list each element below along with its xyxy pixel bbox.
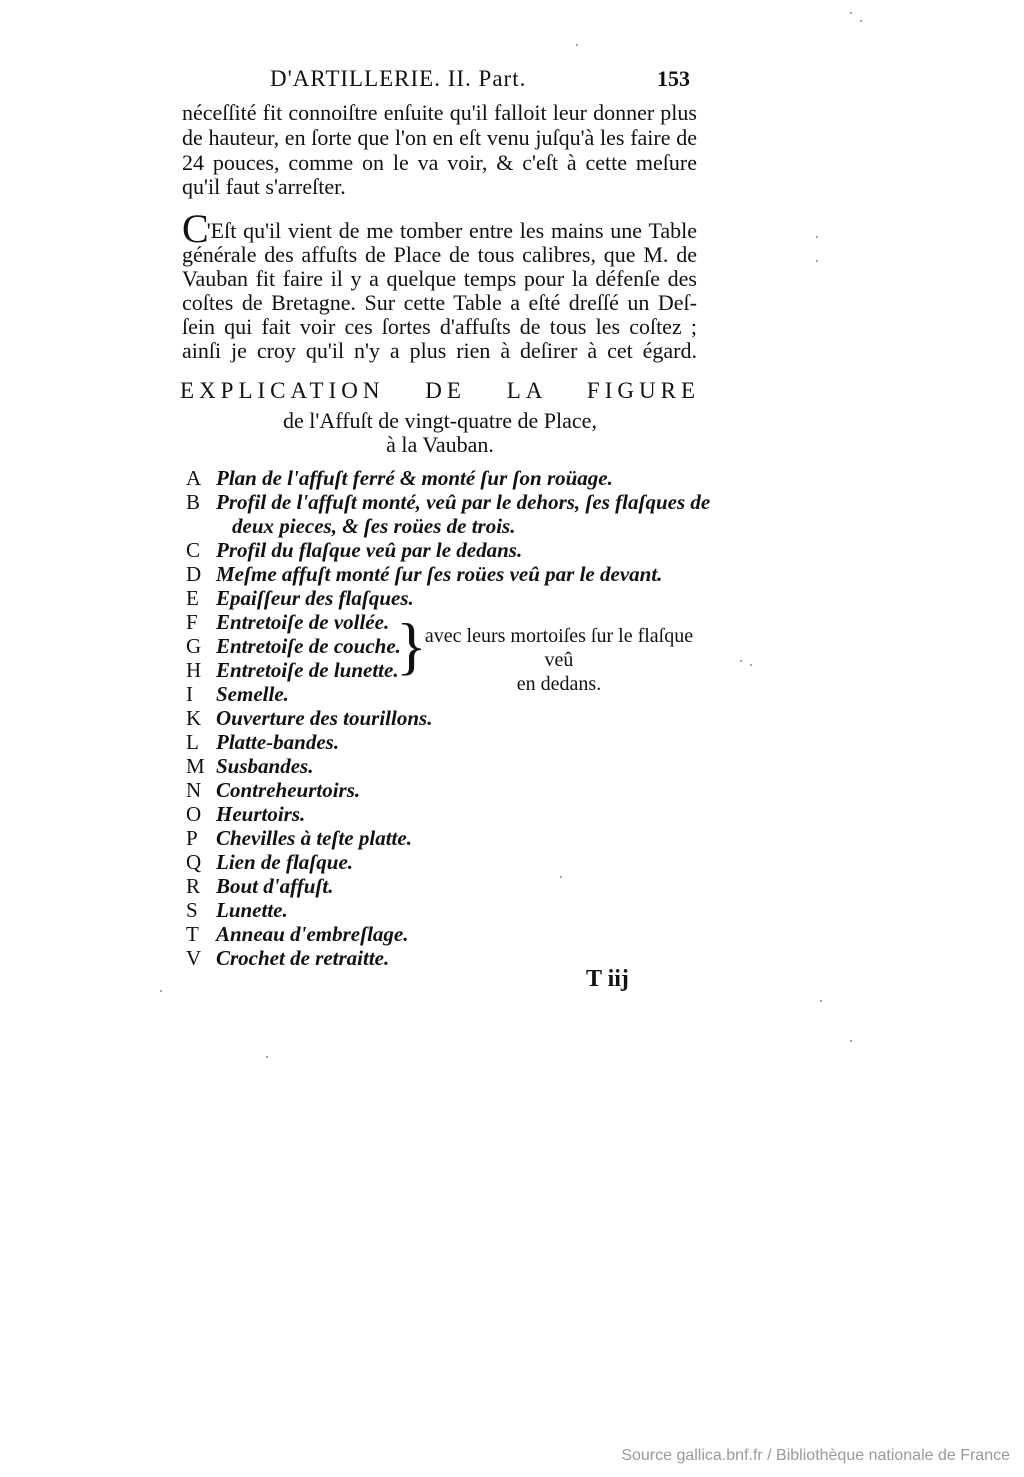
paragraph-line: qu'il faut s'arreſter. [182, 174, 346, 199]
paragraph-line-text: 'Eſt qu'il vient de me tomber entre les mains une Table [206, 218, 697, 243]
header-title: D'ARTILLERIE. II. Part. [270, 66, 527, 91]
legend-letter: V [186, 946, 202, 970]
legend-letter: Q [186, 850, 202, 874]
paragraph-line: néceſſité fit connoiſtre enſuite qu'il falloit leur donner plus [182, 100, 697, 125]
legend-letter: B [186, 490, 201, 514]
legend-text: Lien de flaſque. [216, 850, 354, 874]
paper-speck [750, 664, 752, 666]
legend-text: Anneau d'embreſlage. [216, 922, 409, 946]
paragraph-line: Vauban fit faire il y a quelque temps pour la défenſe des [182, 266, 697, 291]
legend-text: Susbandes. [216, 754, 314, 778]
paper-speck [160, 990, 162, 992]
legend-text: deux pieces, & ſes roües de trois. [232, 514, 516, 538]
explanation-subtitle-line: de l'Affuſt de vingt-quatre de Place, [283, 408, 597, 433]
legend-text: Entretoiſe de lunette. [216, 658, 399, 682]
paragraph-line-first [182, 206, 697, 251]
paragraph-line: 24 pouces, comme on le va voir, & c'eſt à cette meſure [182, 150, 697, 175]
legend-letter: F [186, 610, 198, 634]
signature-mark: T iij [586, 966, 629, 992]
legend-letter: R [186, 874, 201, 898]
legend-letter: P [186, 826, 198, 850]
legend-text: Meſme affuſt monté ſur ſes roües veû par le devant. [216, 562, 663, 586]
paragraph-line: ſein qui fait voir ces ſortes d'affuſts de tous les coſtez ; [182, 314, 697, 339]
paper-speck [860, 20, 862, 22]
legend-text: Ouverture des tourillons. [216, 706, 433, 730]
paper-speck [740, 660, 742, 662]
running-header [270, 66, 690, 100]
explanation-subtitle-line: à la Vauban. [386, 432, 494, 457]
paragraph-line: de hauteur, en ſorte que l'on en eſt venu juſqu'à les faire de [182, 125, 697, 150]
legend-text: Bout d'affuſt. [216, 874, 334, 898]
legend-letter: H [186, 658, 202, 682]
paper-speck [816, 236, 818, 238]
legend-letter: G [186, 634, 202, 658]
paragraph-line: ainſi je croy qu'il n'y a plus rien à deſirer à cet égard. [182, 338, 697, 363]
page-number: 153 [657, 66, 690, 91]
legend-letter: C [186, 538, 201, 562]
paper-speck [266, 1056, 268, 1058]
source-footer: Source gallica.bnf.fr / Bibliothèque nationale de France [621, 1447, 1010, 1464]
legend-text: Entretoiſe de vollée. [216, 610, 390, 634]
paper-speck [850, 1040, 852, 1042]
paper-speck [560, 876, 562, 878]
legend-letter: L [186, 730, 199, 754]
legend-text: Semelle. [216, 682, 289, 706]
paragraph-line: coſtes de Bretagne. Sur cette Table a eſté dreſſé un Deſ- [182, 290, 697, 315]
paper-speck [820, 1000, 822, 1002]
legend-letter: A [186, 466, 202, 490]
legend-letter: T [186, 922, 199, 946]
legend-letter: S [186, 898, 198, 922]
legend-text: Epaiſſeur des flaſques. [216, 586, 414, 610]
legend-text: Contreheurtoirs. [216, 778, 361, 802]
legend-text: Platte-bandes. [216, 730, 340, 754]
legend-letter: D [186, 562, 202, 586]
legend-text: Crochet de retraitte. [216, 946, 390, 970]
legend-text: Entretoiſe de couche. [216, 634, 401, 658]
paper-speck [816, 260, 818, 262]
legend-text: Heurtoirs. [216, 802, 306, 826]
legend-letter: K [186, 706, 202, 730]
legend-text: Chevilles à teſte platte. [216, 826, 412, 850]
brace-note-line: en dedans. [516, 673, 602, 695]
legend-letter: O [186, 802, 202, 826]
legend-letter: E [186, 586, 199, 610]
legend-text: Profil du flaſque veû par le dedans. [216, 538, 523, 562]
brace-glyph: } [396, 610, 427, 681]
brace-note-line: avec leurs mortoiſes ſur le flaſque veû [424, 625, 694, 671]
paper-speck [850, 12, 852, 14]
drop-cap: C [182, 206, 209, 251]
legend-text: Lunette. [216, 898, 288, 922]
legend-letter: M [186, 754, 205, 778]
paper-speck [576, 44, 578, 46]
explanation-title: EXPLICATION DE LA FIGURE [180, 378, 700, 403]
legend-text: Plan de l'affuſt ferré & monté ſur ſon roüage. [216, 466, 613, 490]
legend-text: Profil de l'affuſt monté, veû par le dehors, ſes flaſques de [216, 490, 711, 514]
paragraph-line: générale des affuſts de Place de tous calibres, que M. de [182, 242, 697, 267]
legend-letter: N [186, 778, 202, 802]
brace-note [414, 624, 704, 696]
legend-letter: I [186, 682, 193, 706]
